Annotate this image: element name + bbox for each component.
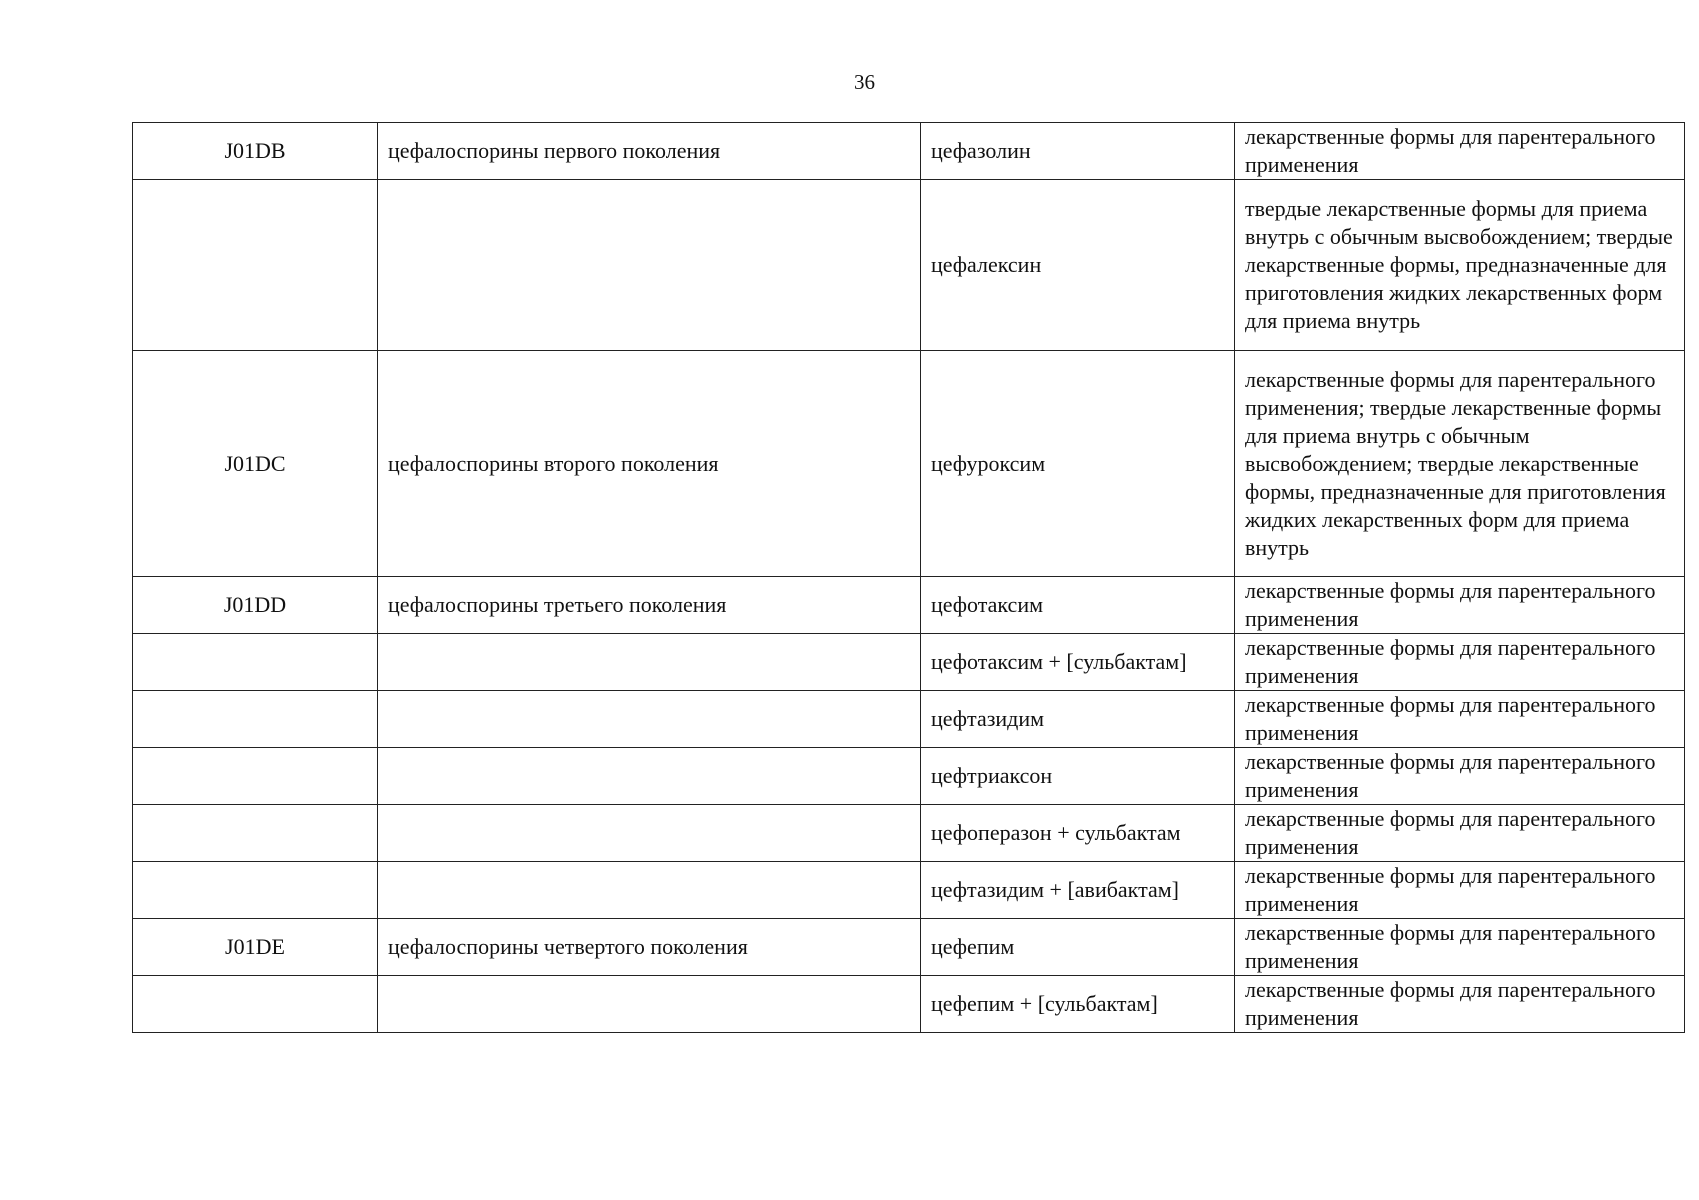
dosage-form-cell: лекарственные формы для парентерального применения xyxy=(1235,634,1685,691)
group-cell xyxy=(378,634,921,691)
atc-code-cell xyxy=(133,691,378,748)
table-row xyxy=(133,351,1685,577)
group-cell xyxy=(378,748,921,805)
drug-name-cell: цефоперазон + сульбактам xyxy=(921,805,1235,862)
dosage-form-cell: лекарственные формы для парентерального применения; твердые лекарственные формы для приема внутрь с обычным высвобождением; твердые лекарственные формы, предназначенные для приготовления жидких лекарственных форм для приема внутрь xyxy=(1235,351,1685,577)
drug-name-cell: цефепим + [сульбактам] xyxy=(921,976,1235,1033)
group-cell xyxy=(378,976,921,1033)
table-row xyxy=(133,976,1685,1033)
page-number: 36 xyxy=(854,70,875,94)
dosage-form-cell: лекарственные формы для парентерального применения xyxy=(1235,976,1685,1033)
atc-code-cell xyxy=(133,180,378,351)
drug-name-cell: цефалексин xyxy=(921,180,1235,351)
group-cell: цефалоспорины третьего поколения xyxy=(378,577,921,634)
dosage-form-cell: лекарственные формы для парентерального применения xyxy=(1235,862,1685,919)
table-row xyxy=(133,691,1685,748)
table-row xyxy=(133,862,1685,919)
table-row xyxy=(133,180,1685,351)
table-row xyxy=(133,634,1685,691)
table-row xyxy=(133,919,1685,976)
group-cell: цефалоспорины первого поколения xyxy=(378,123,921,180)
atc-code-cell: J01DD xyxy=(133,577,378,634)
table-row xyxy=(133,577,1685,634)
atc-code-cell xyxy=(133,805,378,862)
atc-code-cell xyxy=(133,634,378,691)
group-cell xyxy=(378,691,921,748)
dosage-form-cell: лекарственные формы для парентерального применения xyxy=(1235,805,1685,862)
dosage-form-cell: лекарственные формы для парентерального применения xyxy=(1235,123,1685,180)
dosage-form-cell: лекарственные формы для парентерального применения xyxy=(1235,919,1685,976)
dosage-form-cell: твердые лекарственные формы для приема внутрь с обычным высвобождением; твердые лекарственные формы, предназначенные для приготовления жидких лекарственных форм для приема внутрь xyxy=(1235,180,1685,351)
dosage-form-cell: лекарственные формы для парентерального применения xyxy=(1235,577,1685,634)
table-row xyxy=(133,805,1685,862)
drug-name-cell: цефуроксим xyxy=(921,351,1235,577)
atc-code-cell xyxy=(133,748,378,805)
drug-table xyxy=(132,122,1685,1033)
drug-name-cell: цефтазидим xyxy=(921,691,1235,748)
atc-code-cell xyxy=(133,976,378,1033)
dosage-form-cell: лекарственные формы для парентерального применения xyxy=(1235,748,1685,805)
drug-name-cell: цефотаксим xyxy=(921,577,1235,634)
dosage-form-cell: лекарственные формы для парентерального применения xyxy=(1235,691,1685,748)
drug-name-cell: цефотаксим + [сульбактам] xyxy=(921,634,1235,691)
drug-name-cell: цефтриаксон xyxy=(921,748,1235,805)
group-cell xyxy=(378,805,921,862)
drug-name-cell: цефепим xyxy=(921,919,1235,976)
table-row xyxy=(133,123,1685,180)
drug-name-cell: цефтазидим + [авибактам] xyxy=(921,862,1235,919)
atc-code-cell: J01DB xyxy=(133,123,378,180)
group-cell: цефалоспорины четвертого поколения xyxy=(378,919,921,976)
drug-name-cell: цефазолин xyxy=(921,123,1235,180)
atc-code-cell: J01DE xyxy=(133,919,378,976)
group-cell: цефалоспорины второго поколения xyxy=(378,351,921,577)
group-cell xyxy=(378,180,921,351)
atc-code-cell xyxy=(133,862,378,919)
atc-code-cell: J01DC xyxy=(133,351,378,577)
group-cell xyxy=(378,862,921,919)
table-row xyxy=(133,748,1685,805)
